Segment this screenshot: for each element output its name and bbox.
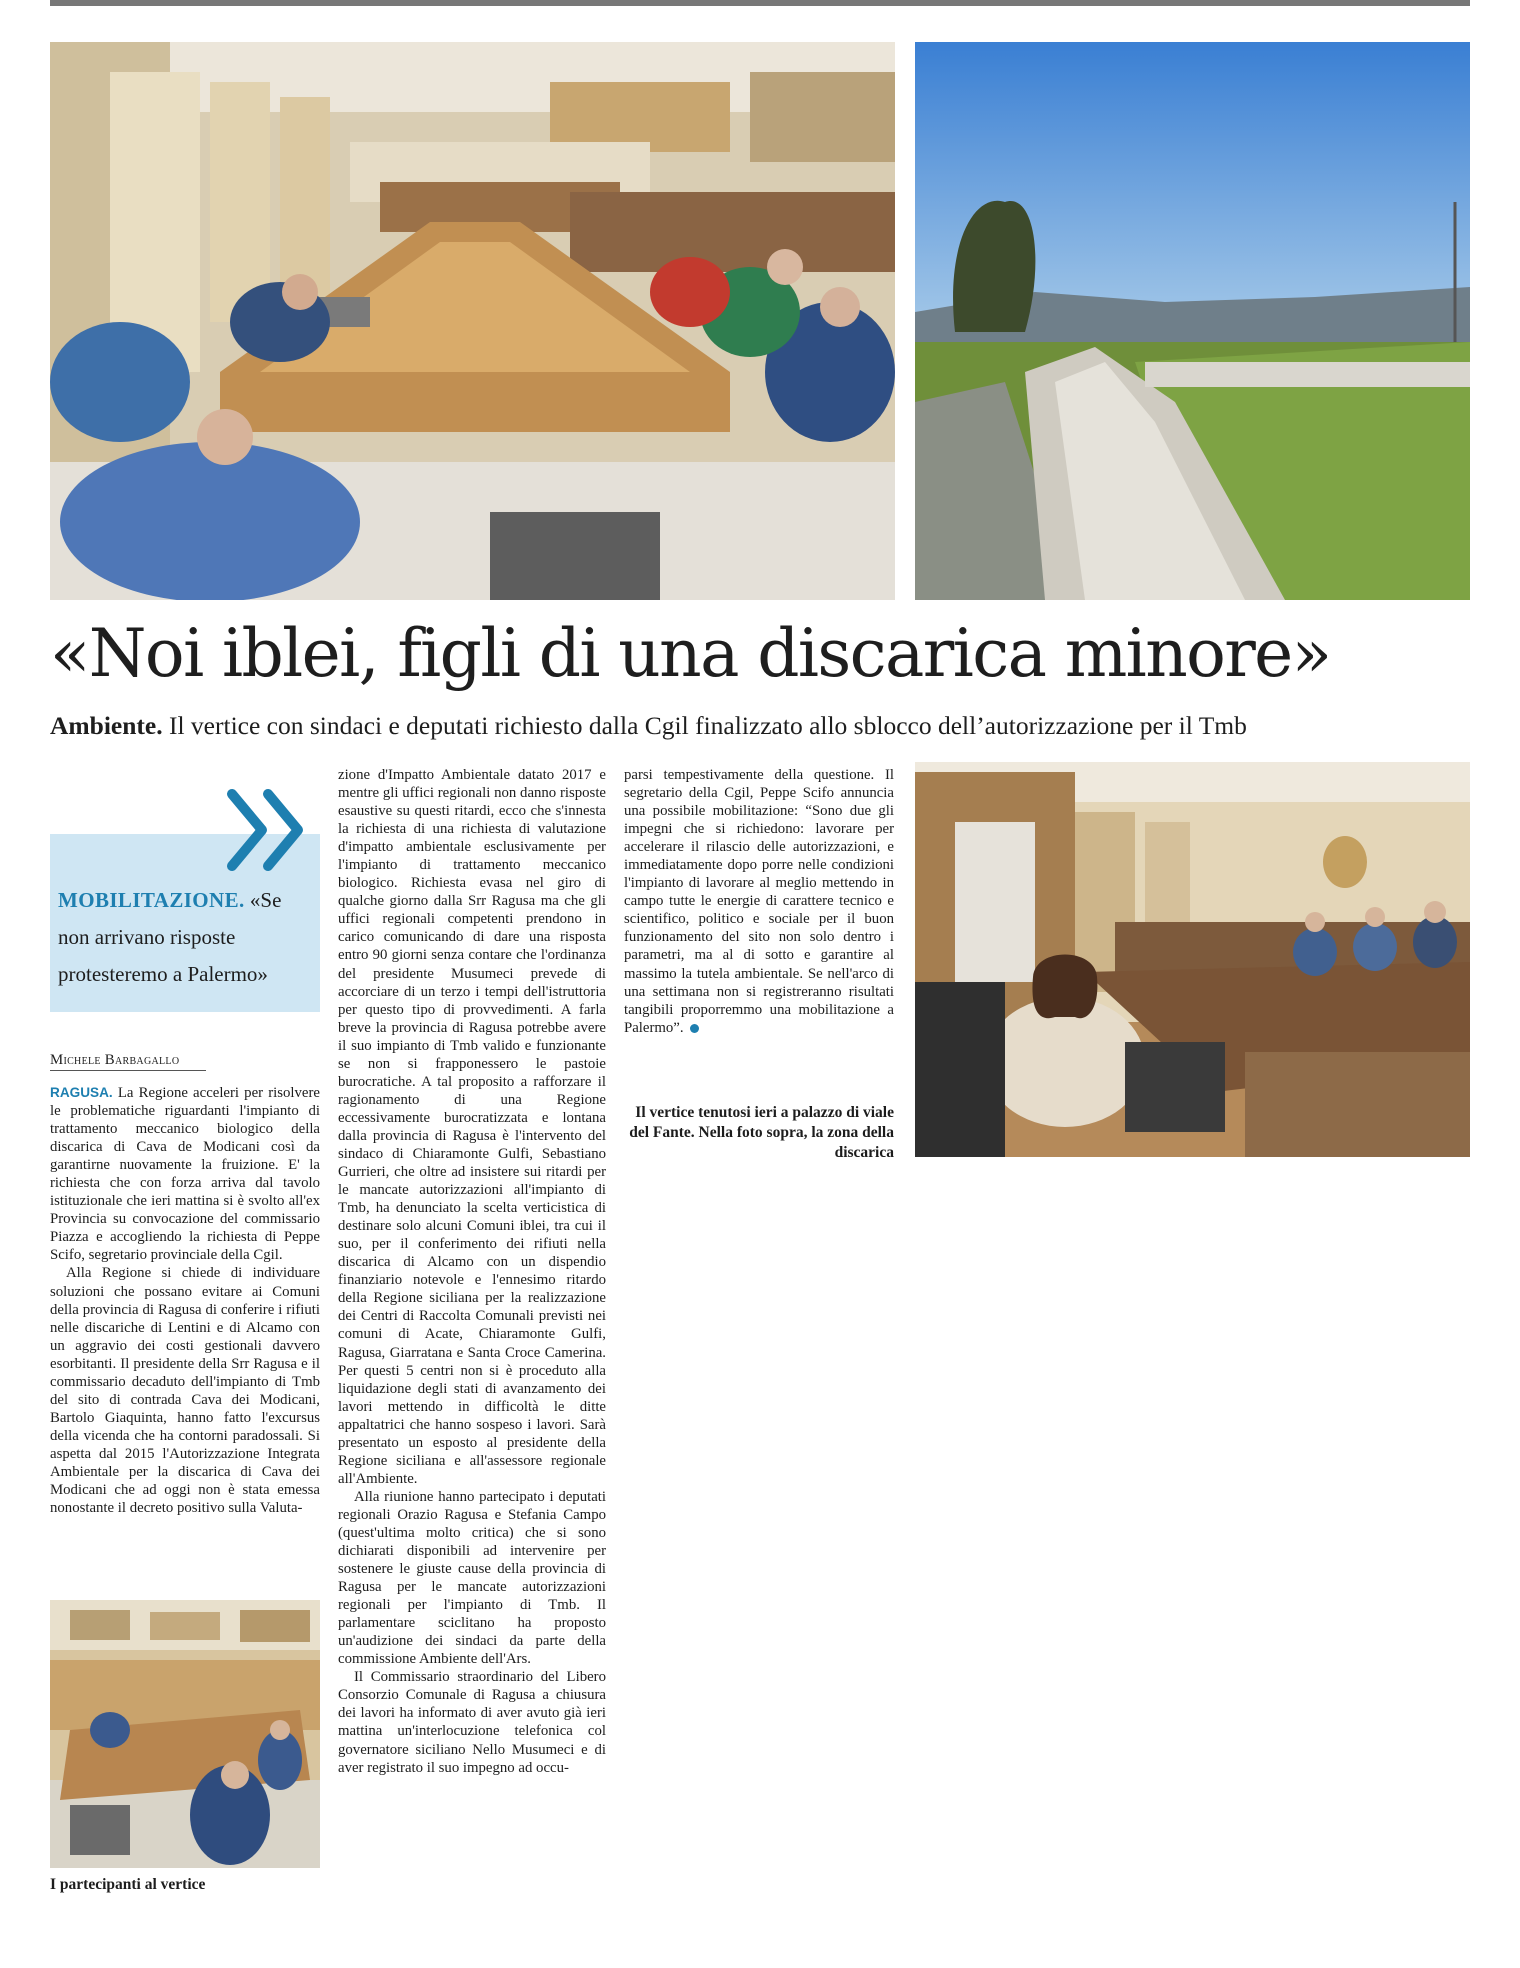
meeting-room-photo: [50, 42, 895, 600]
double-chevron-icon: [224, 788, 312, 872]
dateline: RAGUSA.: [50, 1085, 113, 1100]
col3-paragraph-1: parsi tempestivamente della questione. Il segretario della Cgil, Peppe Scifo annuncia una possibile mobilitazione: “Sono due gli impegni che si richiedono: lavorare per accelerare il rilascio delle autorizzazioni, e immediatamente dopo porre nelle condizioni l'impianto di lavorare al meglio mettendo in campo tutte le energie di carattere tecnico e scientifico, politico e sociale per il buon funzionamento del sito non solo dentro i parametri, ma al di sotto e garantire al massimo la tutela ambientale. Se nell'arco di una settimana non si registreranno risultati tangibili proporremmo una mobilitazione a Palermo”.: [624, 767, 894, 1036]
callout-text: «Se non arrivano risposte protesteremo a Palermo»: [58, 888, 282, 986]
col2-paragraph-3: Il Commissario straordinario del Libero Consorzio Comunale di Ragusa a chiusura dei lavori ha informato di aver avuto già ieri mattina un'interlocuzione telefonica col governatore siciliano Nello Musumeci e di aver registrato il suo impegno ad occu-: [338, 1669, 606, 1776]
summit-photo: [915, 762, 1470, 1157]
top-rule: [50, 0, 1470, 6]
subheadline-kicker: Ambiente.: [50, 711, 163, 740]
callout-kicker: MOBILITAZIONE.: [58, 888, 245, 912]
col1-paragraph-1: La Regione acceleri per risolvere le problematiche riguardanti l'impianto di trattamento meccanico biologico della discarica di Cava de Modicani così da garantirne nuovamente la fruizione. E' la richiesta che con forza arriva dal tavolo istituzionale che ieri mattina si è svolto all'ex Provincia su convocazione del commissario Piazza e accogliendo la richiesta di Peppe Scifo, segretario provinciale della Cgil.: [50, 1085, 320, 1264]
participants-photo: [50, 1600, 320, 1868]
article-column-2: [338, 766, 606, 1777]
byline-rule: [50, 1070, 206, 1071]
landfill-area-photo: [915, 42, 1470, 600]
byline: Michele Barbagallo: [50, 1052, 180, 1068]
headline: «Noi iblei, figli di una discarica minore»: [50, 615, 1331, 692]
subheadline-text: Il vertice con sindaci e deputati richiesto dalla Cgil finalizzato allo sblocco dell’autorizzazione per il Tmb: [168, 711, 1247, 740]
caption-participants: I partecipanti al vertice: [50, 1876, 206, 1893]
article-column-3: [624, 766, 894, 1037]
col1-paragraph-2: Alla Regione si chiede di individuare soluzioni che possano evitare ai Comuni della provincia di Ragusa di conferire i rifiuti nelle discariche di Lentini e di Alcamo con un aggravio dei costi gestionali davvero esorbitanti. Il presidente della Srr Ragusa e il commissario decaduto dell'impianto di Tmb del sito di contrada Cava dei Modicani, Bartolo Giaquinta, hanno fatto l'excursus della vicenda che ha contorni paradossali. Si aspetta dal 2015 l'Autorizzazione Integrata Ambientale per la discarica di Cava dei Modicani che ad oggi non è stata emessa nonostante il decreto positivo sulla Valuta-: [50, 1265, 320, 1517]
col2-paragraph-1: zione d'Impatto Ambientale datato 2017 e mentre gli uffici regionali non danno risposte esaustive su questi ritardi, ecco che s'innesta la richiesta di una richiesta di valutazione d'impatto ambientale esclusivamente per l'impianto di trattamento meccanico biologico. Richiesta evasa nel giro di qualche giorno dalla Srr Ragusa ma che gli uffici regionali competenti prendono in carico comunicando di dare una risposta entro 90 giorni senza contare che l'ordinanza del presidente Musumeci prevede di accorciare di un terzo i tempi dell'istruttoria per questo tipo di provvedimenti. A farla breve la provincia di Ragusa potrebbe avere il suo impianto di Tmb valido e funzionante se non si frapponessero le pastoie burocratiche. A tal proposito a rafforzare il ragionamento di una Regione eccessivamente burocratizzata e lontana dalla provincia di Ragusa è l'intervento del sindaco di Chiaramonte Gulfi, Sebastiano Gurrieri, che oltre ad insistere sui ritardi per le mancate autorizzazioni all'impianto di Tmb, ha denunciato la scelta verticistica di destinare solo alcuni Comuni iblei, tra cui il suo, per il conferimento dei rifiuti nella discarica di Alcamo con un dispendio finanziario notevole e l'ennesimo ritardo della Regione siciliana per la realizzazione dei Centri di Raccolta Comunali previsti nei comuni di Acate, Chiaramonte Gulfi, Ragusa, Giarratana e Santa Croce Camerina. Per questi 5 centri non si è proceduto alla liquidazione degli stati di avanzamento dei lavori mettendo in difficoltà le ditte appaltatrici che hanno sospeso i lavori. Sarà presentato un esposto al presidente della Regione siciliana e all'assessore regionale all'Ambiente.: [338, 767, 606, 1487]
end-mark-icon: [690, 1024, 699, 1033]
subheadline: [50, 710, 1470, 742]
caption-summit: Il vertice tenutosi ieri a palazzo di viale del Fante. Nella foto sopra, la zona della discarica: [629, 1104, 894, 1161]
col2-paragraph-2: Alla riunione hanno partecipato i deputati regionali Orazio Ragusa e Stefania Campo (quest'ultima molto critica) che si sono dichiarati disponibili ad intervenire per sostenere le giuste cause della provincia di Ragusa per le mancate autorizzazioni regionali per l'impianto di Tmb. Il parlamentare sciclitano ha proposto un'audizione dei sindaci da parte della commissione Ambiente dell'Ars.: [338, 1488, 606, 1668]
article-column-1: [50, 1084, 320, 1517]
